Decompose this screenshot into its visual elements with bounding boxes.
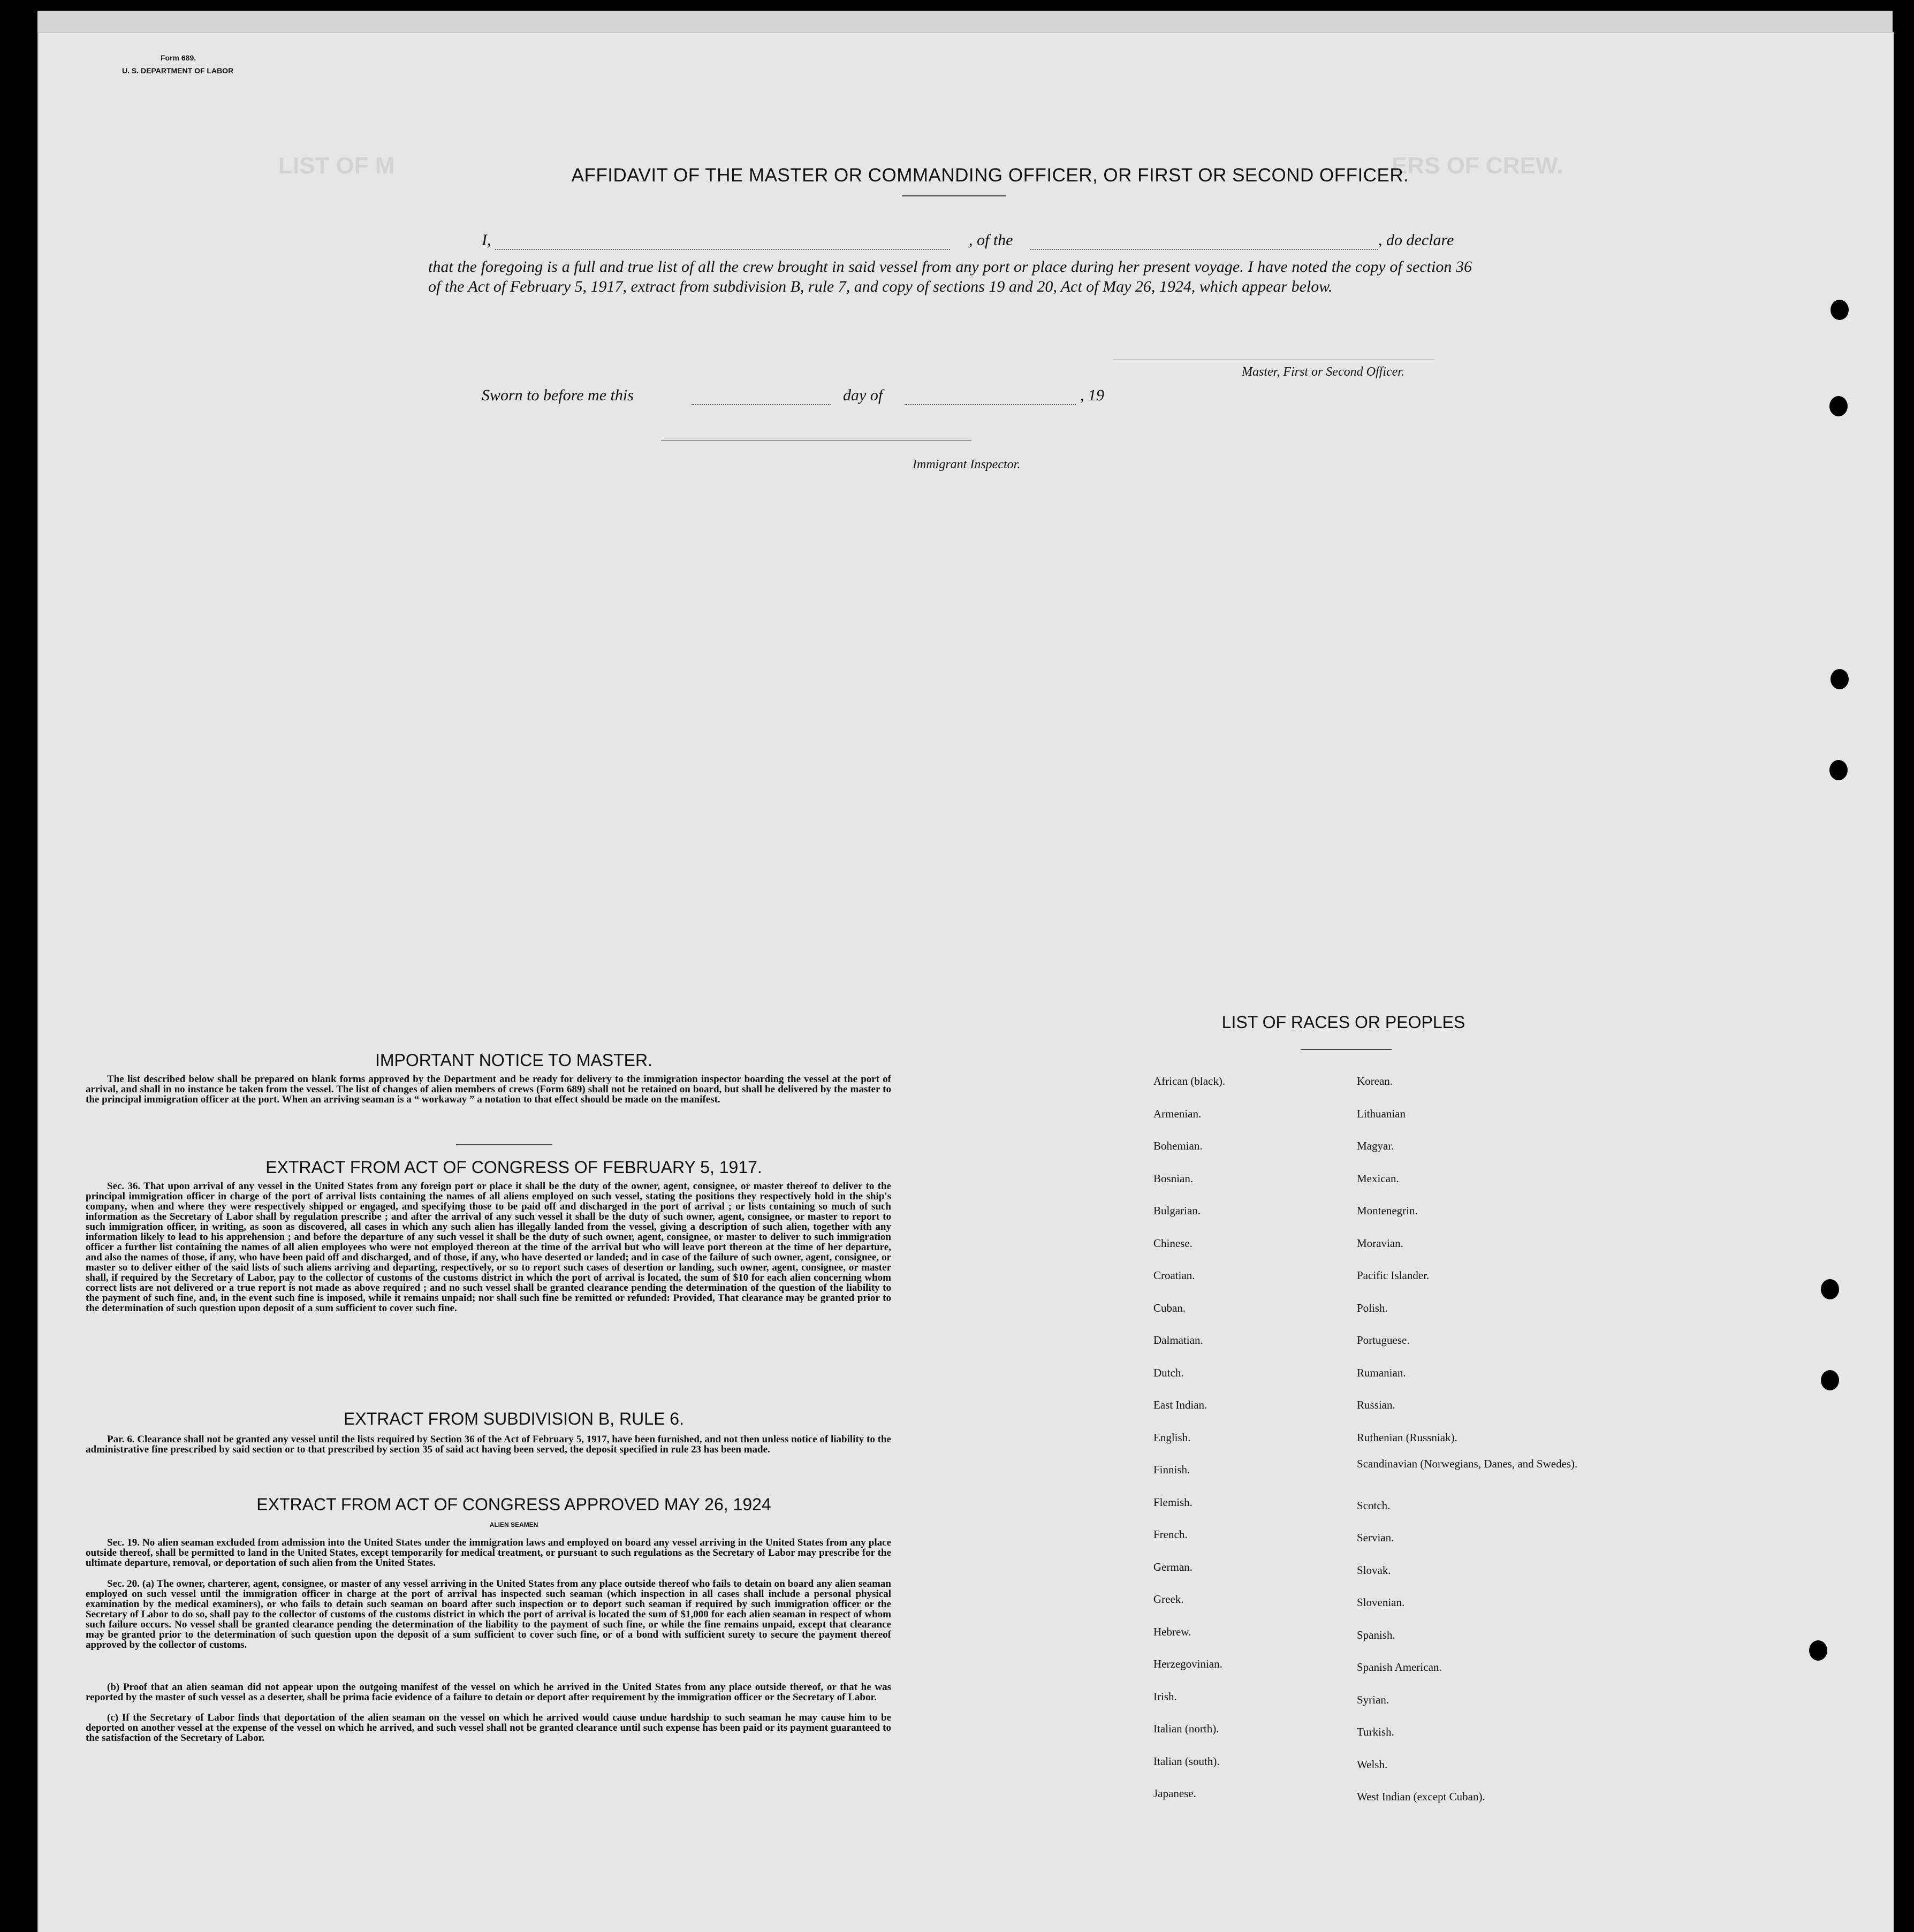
race-item: Spanish American.: [1357, 1661, 1442, 1674]
races-left-column: [1153, 1065, 1357, 1810]
race-item: Lithuanian: [1357, 1107, 1406, 1120]
race-item: Dutch.: [1153, 1366, 1184, 1379]
race-item: French.: [1153, 1528, 1188, 1541]
race-item: Moravian.: [1357, 1236, 1403, 1250]
race-item: Servian.: [1357, 1531, 1394, 1544]
sec20a-body: Sec. 20. (a) The owner, charterer, agent, consignee, or master of any vessel arriving in the United States from any place outside thereof who fails to detain on board any alien seaman employed on such vessel until the immigration officer in charge at the port of arrival has inspected such seaman (which inspection in all cases shall include a personal physical examination by the medical examiners), or who fails to detain such seaman on board after such inspection or to deport such seaman if required by such immigration officer or the Secretary of Labor to do so, shall pay to the collector of customs of the customs district in which the port of arrival is located the sum of $1,000 for each alien seaman in respect of whom such failure occurs. No vessel shall be granted clearance pending the determination of the liability to the payment of such fine, or while the fine remains unpaid, except that clearance may be granted prior to the determination of such question upon the deposit of a sum sufficient to cover such fine, or of a bond with sufficient surety to secure the payment thereof approved by the collector of customs.: [86, 1578, 891, 1650]
notice-title: IMPORTANT NOTICE TO MASTER.: [375, 1051, 652, 1070]
race-item: Turkish.: [1357, 1725, 1394, 1738]
declarant-prefix: I,: [482, 231, 491, 249]
race-item: Chinese.: [1153, 1236, 1193, 1250]
affidavit-body: that the foregoing is a full and true list of all the crew brought in said vessel from any port or place during her present voyage. I have noted the copy of section 36 of the Act of February 5, 1917, extract from subdivision B, rule 7, and copy of sections 19 and 20, Act of May 26, 1924, which appear below.: [428, 258, 1472, 295]
race-item: Korean.: [1357, 1075, 1393, 1087]
binder-hole: [1829, 396, 1848, 416]
bleed-through-heading: LIST OF M: [278, 153, 395, 179]
race-item: Rumanian.: [1357, 1366, 1406, 1379]
race-item: Syrian.: [1357, 1693, 1389, 1706]
race-item: Mexican.: [1357, 1172, 1399, 1185]
master-signature-label: Master, First or Second Officer.: [1242, 365, 1404, 379]
inspector-signature-line: [661, 440, 971, 441]
race-item: Japanese.: [1153, 1787, 1196, 1800]
binder-hole: [1831, 669, 1849, 689]
binder-hole: [1821, 1279, 1839, 1299]
sworn-day-label: day of: [843, 386, 883, 404]
declarant-name-line: [495, 249, 950, 250]
sworn-month-line: [905, 404, 1076, 405]
extract-rule6-body: Par. 6. Clearance shall not be granted any vessel until the lists required by Section 36 of the Act of February 5, 1917, have been furnished, and not then unless notice of liability to the administrative fine prescribed by said section or to that prescribed by section 35 of said act having been served, the deposit specified in rule 23 has been made.: [86, 1434, 891, 1455]
race-item: Scandinavian (Norwegians, Danes, and Swedes).: [1357, 1457, 1578, 1470]
sworn-day-line: [692, 404, 831, 405]
race-item: Italian (north).: [1153, 1722, 1219, 1735]
race-item: Magyar.: [1357, 1139, 1394, 1152]
races-divider: [1301, 1049, 1392, 1050]
race-item: Flemish.: [1153, 1495, 1193, 1509]
race-item: Hebrew.: [1153, 1625, 1191, 1638]
title-divider: [902, 195, 1006, 196]
binder-hole: [1809, 1640, 1827, 1661]
race-item: Montenegrin.: [1357, 1204, 1418, 1217]
race-item: English.: [1153, 1431, 1191, 1444]
sworn-prefix: Sworn to before me this: [482, 386, 634, 404]
race-item: East Indian.: [1153, 1398, 1207, 1411]
race-item: German.: [1153, 1560, 1193, 1573]
race-item: Slovak.: [1357, 1563, 1391, 1577]
race-item: Italian (south).: [1153, 1754, 1220, 1768]
race-item: West Indian (except Cuban).: [1357, 1790, 1485, 1803]
race-item: Polish.: [1357, 1301, 1388, 1314]
bleed-through-heading-2: ERS OF CREW.: [1392, 153, 1563, 179]
race-item: Bulgarian.: [1153, 1204, 1201, 1217]
sec20b-body: (b) Proof that an alien seaman did not appear upon the outgoing manifest of the vessel on which he arrived in the United States from any place outside thereof, or that he was reported by the master of such vessel as a deserter, shall be prima facie evidence of a failure to detain or deport after requirement by the immigration officer or the Secretary of Labor.: [86, 1682, 891, 1703]
race-item: Croatian.: [1153, 1269, 1195, 1282]
race-item: Slovenian.: [1357, 1596, 1405, 1609]
extract-1917-body: Sec. 36. That upon arrival of any vessel in the United States from any foreign port or place it shall be the duty of the owner, agent, consignee, or master thereof to deliver to the principal immigration officer in charge of the port of arrival lists containing the names of all aliens employed on such vessel, stating the positions they respectively hold in the ship's company, when and where they were respectively shipped or engaged, and specifying those to be paid off and discharged in the port of arrival ; or lists containing so much of such information as the Secretary of Labor shall by regulation prescribe ; and after the arrival of any such vessel it shall be the duty of such owner, agent, consignee, or master to report to such immigration officer, in writing, as soon as discovered, all cases in which any such alien has illegally landed from the vessel, giving a description of such alien, together with any information likely to lead to his apprehension ; and before the departure of any such vessel it shall be the duty of such owner, agent, consignee, or master to deliver to such immigration officer a further list containing the names of all alien employees who were not employed thereon at the time of the arrival but who will leave port thereon at the time of her departure, and also the names of those, if any, who have been paid off and discharged, and of those, if any, who have deserted or landed; and in case of the failure of such owner, agent, consignee, or master so to deliver either of the said lists of such aliens arriving and departing, respectively, or so to report such cases of desertion or landing, such owner, agent, consignee, or master shall, if required by the Secretary of Labor, pay to the collector of customs of the customs district in which the port of arrival is located, the sum of $10 for each alien concerning whom correct lists are not delivered or a true report is not made as above required ; and no such vessel shall be granted clearance pending the determination of the question of the liability to the payment of such fine, and, in the event such fine is imposed, while it remains unpaid; nor shall such fine be remitted or refunded: Provided, That clearance may be granted prior to the determination of such question upon deposit of a sum sufficient to cover such fine.: [86, 1181, 891, 1314]
department-label: U. S. DEPARTMENT OF LABOR: [122, 66, 234, 75]
binder-hole: [1831, 300, 1849, 320]
notice-body: The list described below shall be prepared on blank forms approved by the Department and be ready for delivery to the immigration inspector boarding the vessel at the port of arrival, and shall in no instance be taken from the vessel. The list of changes of alien members of crews (Form 689) shall not be retained on board, but shall be delivered by the master to the principal immigration officer at the port. When an arriving seaman is a “ workaway ” a notation to that effect should be made on the manifest.: [86, 1074, 891, 1105]
race-item: Portuguese.: [1357, 1334, 1410, 1347]
extract-1917-title: EXTRACT FROM ACT OF CONGRESS OF FEBRUARY 5, 1917.: [265, 1158, 762, 1177]
races-title: LIST OF RACES OR PEOPLES: [1221, 1013, 1465, 1032]
race-item: Herzegovinian.: [1153, 1657, 1222, 1670]
race-item: Welsh.: [1357, 1758, 1388, 1771]
race-item: Pacific Islander.: [1357, 1269, 1430, 1282]
race-item: Bosnian.: [1153, 1172, 1194, 1185]
vessel-name-line: [1030, 249, 1378, 250]
race-item: Bohemian.: [1153, 1139, 1203, 1152]
extract-1924-title: EXTRACT FROM ACT OF CONGRESS APPROVED MAY 26, 1924: [256, 1495, 771, 1514]
extract-1924-subtitle: ALIEN SEAMEN: [489, 1521, 538, 1528]
race-item: Greek.: [1153, 1593, 1184, 1606]
race-item: Russian.: [1357, 1398, 1395, 1411]
race-item: Cuban.: [1153, 1301, 1186, 1314]
declare-label: , do declare: [1378, 231, 1454, 249]
race-item: Dalmatian.: [1153, 1334, 1203, 1347]
race-item: Irish.: [1153, 1690, 1177, 1703]
race-item: African (black).: [1153, 1075, 1226, 1087]
extract-rule6-title: EXTRACT FROM SUBDIVISION B, RULE 6.: [344, 1409, 684, 1428]
affidavit-title: AFFIDAVIT OF THE MASTER OR COMMANDING OFFICER, OR FIRST OR SECOND OFFICER.: [571, 165, 1409, 186]
sworn-year-label: , 19: [1080, 386, 1104, 404]
binder-hole: [1821, 1370, 1839, 1390]
race-item: Armenian.: [1153, 1107, 1202, 1120]
vessel-label: , of the: [969, 231, 1013, 249]
race-item: Ruthenian (Russniak).: [1357, 1431, 1457, 1444]
race-item: Finnish.: [1153, 1463, 1190, 1476]
form-number: Form 689.: [161, 54, 196, 62]
races-right-column: [1357, 1065, 1582, 1813]
inspector-label: Immigrant Inspector.: [913, 458, 1021, 471]
race-item: Spanish.: [1357, 1628, 1395, 1641]
race-item: Scotch.: [1357, 1499, 1391, 1512]
sec19-body: Sec. 19. No alien seaman excluded from admission into the United States under the immigration laws and employed on board any vessel arriving in the United States from any place outside thereof, shall be permitted to land in the United States, except temporarily for medical treatment, or pursuant to such regulations as the Secretary of Labor may prescribe for the ultimate departure, removal, or deportation of such alien from the United States.: [86, 1537, 891, 1569]
notice-divider: [456, 1144, 552, 1145]
sec20c-body: (c) If the Secretary of Labor finds that deportation of the alien seaman on the vessel on which he arrived would cause undue hardship to such seaman he may cause him to be deported on another vessel at the expense of the vessel on which he arrived, and such vessel shall not be granted clearance until such expense has been paid or its payment guaranteed to the satisfaction of the Secretary of Labor.: [86, 1712, 891, 1744]
binder-hole: [1829, 760, 1848, 780]
